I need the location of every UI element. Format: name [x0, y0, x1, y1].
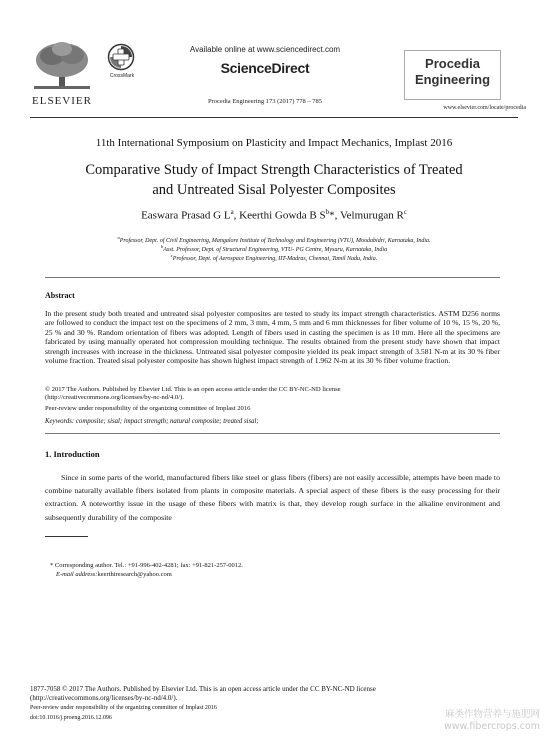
author-separator: ,: [233, 209, 240, 222]
paper-title: [30, 160, 518, 200]
email-line: [56, 571, 172, 578]
site-watermark: [395, 709, 540, 733]
keywords: Keywords: composite; sisal; impact strength; natural composite; treated sisal;: [45, 418, 259, 425]
author-sup: b: [325, 208, 330, 216]
peer-review-line: Peer-review under responsibility of the organizing committee of Implast 2016: [45, 405, 251, 412]
elsevier-wordmark: ELSEVIER: [32, 95, 92, 107]
bottom-license-link[interactable]: (http://creativecommons.org/licenses/by-nc-nd/4.0/).: [30, 694, 178, 702]
copyright-line: © 2017 The Authors. Published by Elsevier Ltd. This is an open access article under the CC BY-NC-ND license: [45, 386, 341, 393]
abstract-top-rule: [45, 277, 500, 278]
crossmark-icon[interactable]: [107, 43, 135, 71]
email-address[interactable]: keerthiresearch@yahoo.com: [97, 571, 172, 578]
issn-copyright: 1877-7058 © 2017 The Authors. Published by Elsevier Ltd. This is an open access article under the CC BY-NC-ND license: [30, 685, 376, 693]
journal-url[interactable]: www.elsevier.com/locate/procedia: [443, 105, 526, 111]
watermark-line-1: 麻类作物营养与施肥网: [444, 709, 540, 720]
author-sup: c: [403, 208, 407, 216]
abstract-heading: Abstract: [45, 291, 75, 300]
abstract-body: In the present study both treated and untreated sisal polyester composites are tested to study its impact strength characteristics. ASTM D256 norms are followed to conduct the impact test on the specimens of 2 mm, 3 mm, 4 mm, 5 mm and 6 mm thicknesses for fiber volume of 10 %, 15 %, 20 %, 25 % and 30 %. Random orientation of fibers was adopted. Length of fibers used in casting the specimen is as 10 mm. Here all the specimens are fabricated by using manually operated hot compression moulding technique. The results obtained from the present study have shown that impact strength increases with increase in the thickness. Untreated sisal polyester composite yielded its peak impact strength of 3.581 N-m at its 30 % fiber volume fraction. Treated sisal polyester composite has shown highest impact strength of 1.962 N-m at its 30 % fiber volume fraction.: [45, 309, 500, 366]
crossmark-label: CrossMark: [109, 73, 135, 79]
watermark-line-2: www.fibercrops.com: [443, 721, 540, 732]
license-link[interactable]: (http://creativecommons.org/licenses/by-nc-nd/4.0/).: [45, 394, 184, 401]
footnote-rule: [45, 536, 88, 537]
header-divider: [30, 117, 518, 118]
title-line-2: and Untreated Sisal Polyester Composites: [152, 182, 396, 198]
doi[interactable]: doi:10.1016/j.proeng.2016.12.096: [30, 715, 112, 721]
section-heading-introduction: 1. Introduction: [45, 449, 100, 459]
procedia-line1: Procedia: [425, 56, 480, 71]
author-name: Keerthi Gowda B S: [239, 209, 326, 222]
author-name: Velmurugan R: [339, 209, 404, 222]
affiliation-text: Asst. Professor, Dept. of Structural Engineering, VTU- PG Centre, Mysuru, Karnataka, India: [163, 247, 388, 253]
introduction-body: Since in some parts of the world, manufactured fibers like steel or glass fibers (fibers) are not easily accessible, attempts have been made to combine naturally available fibers isolated from plants in composite materials. A special aspect of these fibers is the easy processing for their extraction. A noteworthy issue in the usage of these fibers with matrix is that, they develop rough surface in the alkaline environment and subsequently durability of the composite: [45, 473, 500, 522]
available-online-text: Available online at www.sciencedirect.com: [189, 45, 341, 54]
procedia-line2: Engineering: [414, 72, 491, 87]
affiliation-c: [30, 251, 518, 264]
abstract-bottom-rule: [45, 433, 500, 434]
affiliation-text: Professor, Dept. of Civil Engineering, Mangalore Institute of Technology and Engineering (VTU), Moodabidri, Karnataka, India.: [119, 238, 431, 244]
email-label: E-mail address:: [56, 571, 98, 578]
affiliation-sup: a: [117, 235, 120, 240]
bottom-peer-review: Peer-review under responsibility of the organizing committee of Implast 2016: [30, 705, 217, 711]
corresponding-author: * Corresponding author. Tel.: +91-996-402-4281; fax: +91-821-257-0012.: [50, 562, 243, 569]
sciencedirect-logo[interactable]: ScienceDirect: [220, 60, 310, 76]
affiliation-text: Professor, Dept. of Aerospace Engineering, IIT-Madras, Chennai, Tamil Nadu, India.: [172, 256, 378, 262]
author-list: [30, 208, 518, 222]
journal-reference: Procedia Engineering 173 (2017) 778 – 785: [207, 98, 323, 105]
symposium-name: 11th International Symposium on Plasticity and Impact Mechanics, Implast 2016: [95, 137, 453, 149]
author-name: Easwara Prasad G L: [141, 209, 231, 222]
procedia-engineering-logo: [404, 50, 501, 100]
affiliation-sup: b: [160, 244, 164, 249]
affiliation-sup: c: [170, 253, 173, 258]
elsevier-logo: [30, 40, 94, 92]
author-sup: a: [230, 208, 234, 216]
author-separator: *,: [329, 209, 340, 222]
title-line-1: Comparative Study of Impact Strength Characteristics of Treated: [85, 162, 463, 178]
